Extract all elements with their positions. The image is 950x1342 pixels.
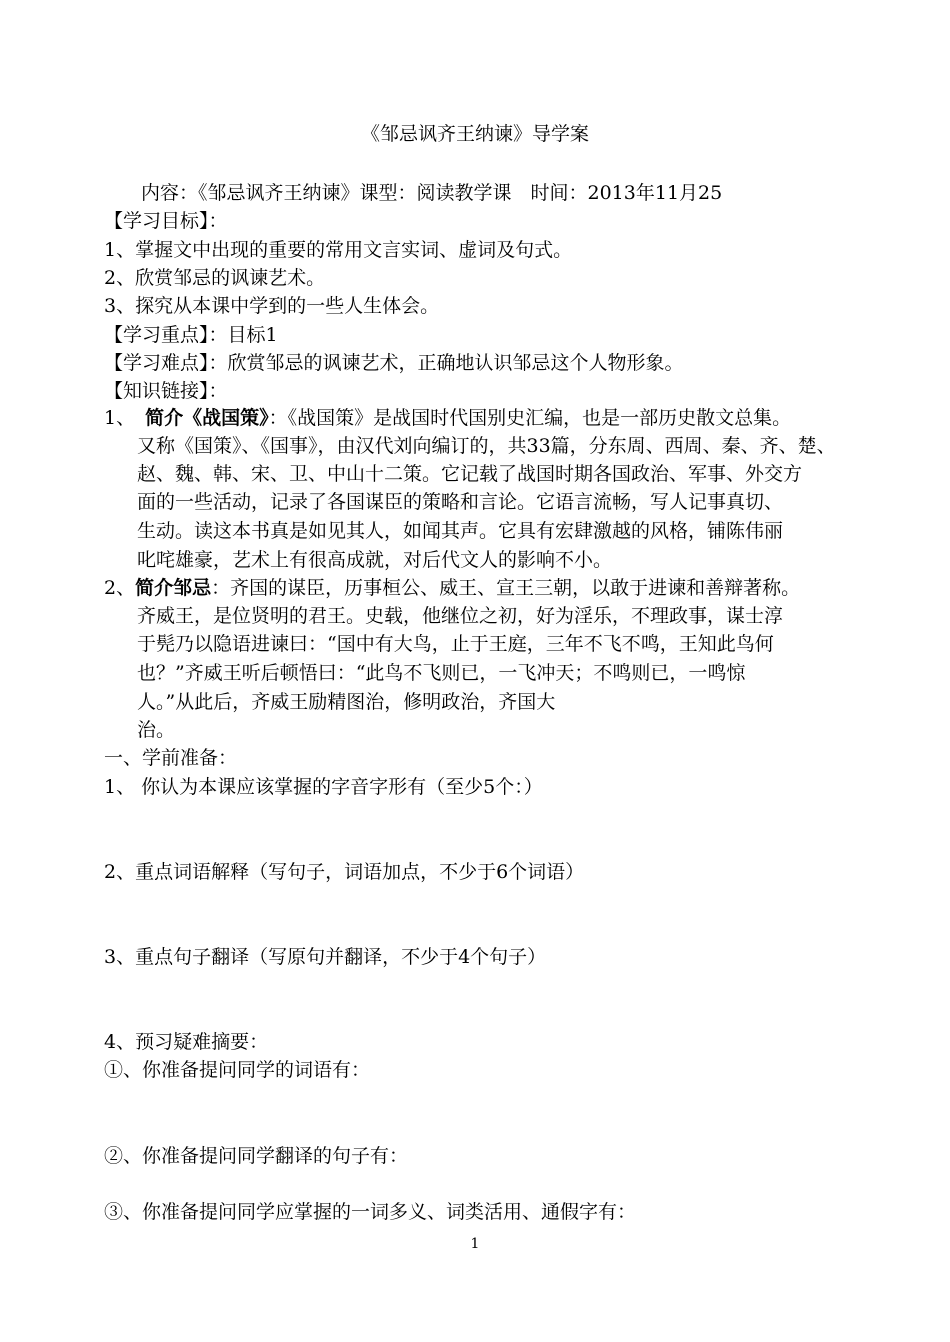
link1-text-line: 赵、魏、韩、宋、卫、中山十二策。它记载了战国时期各国政治、军事、外交方: [137, 463, 803, 485]
objective-item: 1、掌握文中出现的重要的常用文言实词、虚词及句式。: [104, 239, 573, 261]
link2-text-line: 治。: [137, 719, 176, 741]
link2-text-line: 也？”齐威王听后顿悟曰：“此鸟不飞则已，一飞冲天；不鸣则已，一鸣惊: [137, 662, 746, 684]
links-heading: 【知识链接】：: [104, 380, 228, 402]
prep-item: 4、预习疑难摘要：: [104, 1031, 269, 1053]
focus-line: 【学习重点】：目标1: [104, 324, 278, 346]
prep-item: ②、你准备提问同学翻译的句子有：: [104, 1145, 409, 1167]
difficulty-line: 【学习难点】：欣赏邹忌的讽谏艺术，正确地认识邹忌这个人物形象。: [104, 352, 684, 374]
link2-label: 简介邹忌: [135, 577, 212, 599]
objective-item: 2、欣赏邹忌的讽谏艺术。: [104, 267, 326, 289]
page-number: 1: [470, 1236, 480, 1252]
link1-text-line: 面的一些活动，记录了各国谋臣的策略和言论。它语言流畅，写人记事真切、: [137, 491, 784, 513]
link1-first-text: ：《战国策》是战国时代国别史汇编，也是一部历史散文总集。: [268, 407, 792, 429]
objectives-heading: 【学习目标】：: [104, 210, 228, 232]
prep-item: ①、你准备提问同学的词语有：: [104, 1059, 371, 1081]
link1-first-line: [104, 405, 864, 431]
prep-item: 2、重点词语解释（写句子，词语加点，不少于6个词语）: [104, 861, 585, 883]
document-title: 《邹忌讽齐王纳谏》导学案: [360, 123, 589, 145]
link2-text-line: 齐威王，是位贤明的君王。史载，他继位之初，好为淫乐，不理政事，谋士淳: [137, 605, 784, 627]
link1-text-line: 又称《国策》、《国事》，由汉代刘向编订的，共33篇，分东周、西周、秦、齐、楚、: [137, 435, 836, 457]
link2-number: 2、: [104, 577, 136, 599]
prep-item: ③、你准备提问同学应掌握的一词多义、词类活用、通假字有：: [104, 1201, 637, 1223]
link2-text-line: 于髡乃以隐语进谏曰：“国中有大鸟，止于王庭，三年不飞不鸣，王知此鸟何: [137, 633, 774, 655]
prep-item: 1、 你认为本课应该掌握的字音字形有（至少5个：）: [104, 776, 543, 798]
objective-item: 3、探究从本课中学到的一些人生体会。: [104, 295, 440, 317]
prep-heading: 一、学前准备：: [104, 747, 238, 769]
link1-text-line: 生动。读这本书真是如见其人，如闻其声。它具有宏肆激越的风格，铺陈伟丽: [137, 520, 784, 542]
link1-text-line: 叱咤雄豪，艺术上有很高成就，对后代文人的影响不小。: [137, 549, 613, 571]
link2-text-line: 人。”从此后，齐威王励精图治，修明政治，齐国大: [137, 691, 556, 713]
prep-item: 3、重点句子翻译（写原句并翻译，不少于4个句子）: [104, 946, 547, 968]
link2-first-text: ：齐国的谋臣，历事桓公、威王、宣王三朝，以敢于进谏和善辩著称。: [211, 577, 801, 599]
link2-first-line: [104, 575, 864, 601]
link1-label: 简介《战国策》: [145, 407, 269, 429]
link1-number: 1、: [104, 407, 136, 429]
meta-line: 内容：《邹忌讽齐王纳谏》课型：阅读教学课 时间：2013年11月25: [141, 182, 723, 204]
